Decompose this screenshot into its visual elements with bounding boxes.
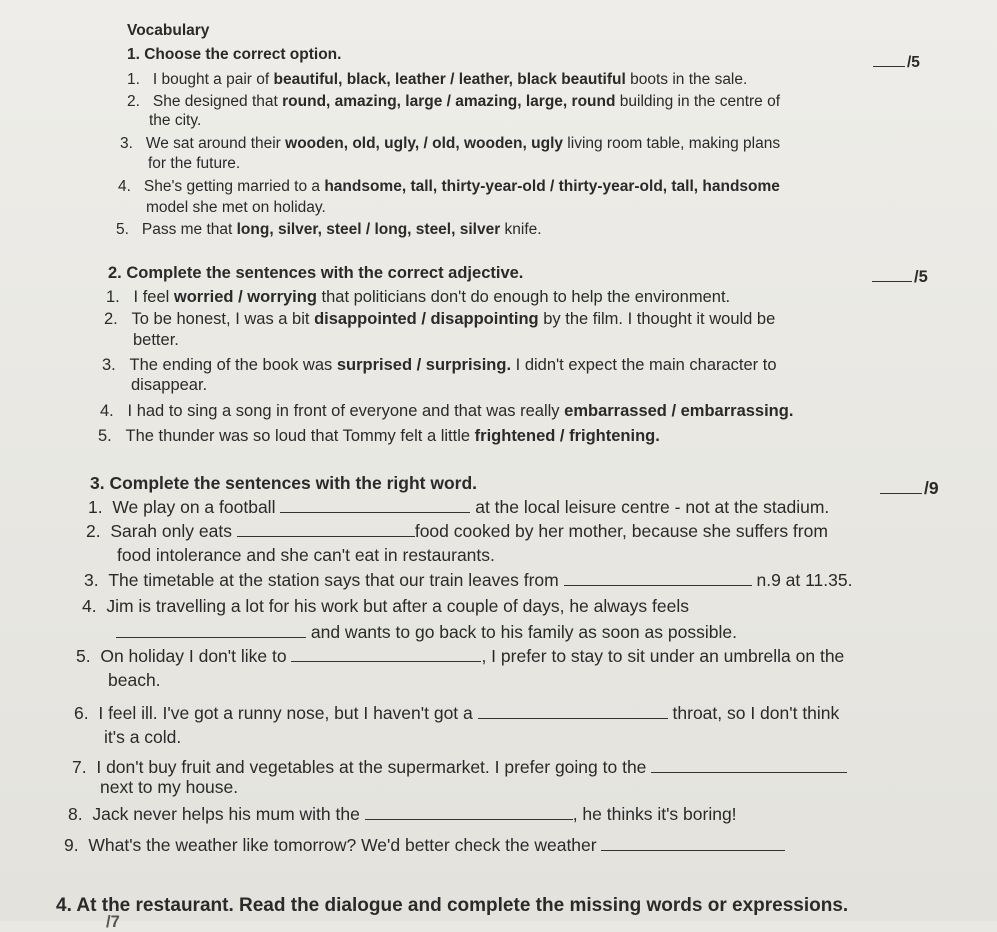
answer-blank [237,535,415,537]
exercise-3-item-6-cont: it's a cold. [104,727,182,747]
exercise-3-item-1: 1. We play on a football at the local leisure centre - not at the stadium. [88,497,830,517]
exercise-2-item-5: 5. The thunder was so loud that Tommy felt a little frightened / frightening. [98,427,660,445]
exercise-3-item-9: 9. What's the weather like tomorrow? We'd better check the weather [64,835,785,856]
exercise-3-item-7: 7. I don't buy fruit and vegetables at the supermarket. I prefer going to the [72,757,847,778]
exercise-2-item-2: 2. To be honest, I was a bit disappointed / disappointing by the film. I thought it would be [104,310,776,328]
answer-blank [116,636,306,638]
option-pair: embarrassed / embarrassing. [564,402,794,420]
exercise-1-item-2-cont: the city. [149,112,202,129]
exercise-3-item-3: 3. The timetable at the station says that our train leaves from n.9 at 11.35. [84,570,853,590]
exercise-3-score: /9 [880,478,939,499]
option-pair: worried / worrying [173,288,317,306]
exercise-2-item-1: 1. I feel worried / worrying that politicians don't do enough to help the environment. [106,288,731,306]
exercise-3-title: 3. Complete the sentences with the right word. [90,473,477,493]
option-pair: disappointed / disappointing [314,310,539,328]
option-pair: handsome, tall, thirty-year-old / thirty-year-old, tall, handsome [324,178,780,195]
exercise-3-item-4: 4. Jim is travelling a lot for his work but after a couple of days, he always feels [82,596,689,616]
answer-blank [564,584,752,586]
exercise-3-item-6: 6. I feel ill. I've got a runny nose, but I haven't got a throat, so I don't think [74,703,840,723]
exercise-3-item-4-cont: and wants to go back to his family as soon as possible. [116,622,737,643]
option-pair: surprised / surprising. [336,356,512,374]
answer-blank [365,818,573,820]
exercise-2-score: /5 [872,268,928,287]
option-pair: beautiful, black, leather / leather, black beautiful [273,71,626,88]
exercise-2-title: 2. Complete the sentences with the correct adjective. [108,264,524,282]
exercise-4-title: 4. At the restaurant. Read the dialogue and complete the missing words or expressions. [56,895,849,916]
exercise-2-item-3: 3. The ending of the book was surprised / surprising. I didn't expect the main character to [102,356,777,374]
answer-blank [651,771,847,773]
exercise-3-item-8: 8. Jack never helps his mum with the , he thinks it's boring! [68,804,737,824]
exercise-3-item-7-cont: next to my house. [100,777,239,797]
exercise-1-item-4: 4. She's getting married to a handsome, tall, thirty-year-old / thirty-year-old, tall, handsome [118,178,780,195]
exercise-1-title: 1. Choose the correct option. [127,46,342,63]
exercise-1-item-1: 1. I bought a pair of beautiful, black, leather / leather, black beautiful boots in the sale. [127,71,748,88]
answer-blank [280,511,470,513]
option-pair: long, silver, steel / long, steel, silver [236,221,501,238]
exercise-1-item-2: 2. She designed that round, amazing, large / amazing, large, round building in the centre of [127,93,781,110]
answer-blank [291,660,481,662]
answer-blank [601,849,785,851]
exercise-2-item-3-cont: disappear. [131,376,208,394]
exercise-4-score: /7 [106,913,120,931]
exercise-1-score: /5 [873,54,920,72]
option-pair: round, amazing, large / amazing, large, round [282,93,616,110]
section-heading: Vocabulary [127,22,210,39]
exercise-3-item-2: 2. Sarah only eats food cooked by her mother, because she suffers from [86,521,828,541]
exercise-1-item-4-cont: model she met on holiday. [146,199,326,216]
answer-blank [478,717,668,719]
exercise-3-item-5: 5. On holiday I don't like to , I prefer to stay to sit under an umbrella on the [76,646,845,666]
exercise-1-item-5: 5. Pass me that long, silver, steel / long, steel, silver knife. [116,221,542,238]
exercise-1-item-3: 3. We sat around their wooden, old, ugly, / old, wooden, ugly living room table, making plans [120,135,781,152]
option-pair: wooden, old, ugly, / old, wooden, ugly [285,135,563,152]
exercise-3-item-2-cont: food intolerance and she can't eat in restaurants. [117,545,495,565]
exercise-2-item-2-cont: better. [133,331,179,349]
exercise-3-item-5-cont: beach. [108,670,161,690]
exercise-2-item-4: 4. I had to sing a song in front of everyone and that was really embarrassed / embarrassing. [100,402,794,420]
option-pair: frightened / frightening. [474,427,660,445]
exercise-1-item-3-cont: for the future. [148,155,241,172]
